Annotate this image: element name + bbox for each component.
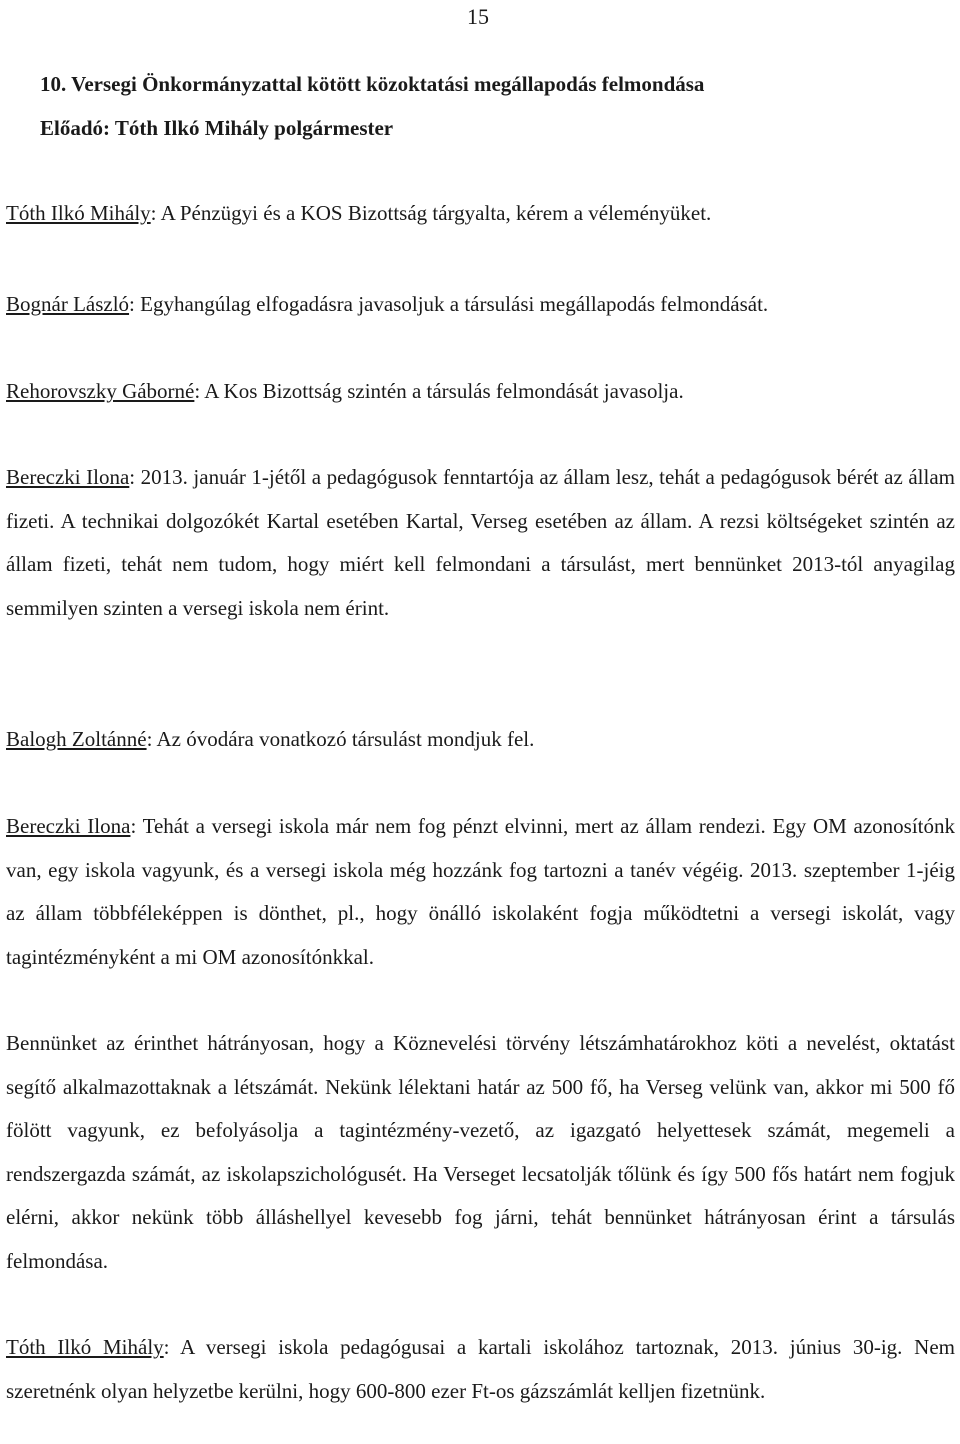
paragraph-2 xyxy=(6,283,955,327)
speaker-name: Tóth Ilkó Mihály xyxy=(6,201,151,225)
paragraph-3 xyxy=(6,370,955,414)
paragraph-text: : A versegi iskola pedagógusai a kartali iskolához tartoznak, 2013. június 30-ig. Nem szeretnénk olyan helyzetbe kerülni, hogy 600-800 ezer Ft-os gázszámlát kelljen fizetnünk. xyxy=(6,1335,956,1403)
agenda-title: 10. Versegi Önkormányzattal kötött közoktatási megállapodás felmondása xyxy=(40,72,705,96)
paragraph-text: : A Kos Bizottság szintén a társulás felmondását javasolja. xyxy=(194,379,684,403)
paragraph-text: : Egyhangúlag elfogadásra javasoljuk a társulási megállapodás felmondását. xyxy=(129,292,769,316)
paragraph-text: : A Pénzügyi és a KOS Bizottság tárgyalta, kérem a véleményüket. xyxy=(150,201,712,225)
paragraph-7 xyxy=(6,1022,955,1283)
paragraph-text: : Tehát a versegi iskola már nem fog pénzt elvinni, mert az állam rendezi. Egy OM azonosítónk van, egy iskola vagyunk, és a versegi iskola még hozzánk fog tartozni a tanév végéig. 2013. szeptember 1-jéig az állam többféleképpen is dönthet, pl., hogy önálló iskolaként fogja működtetni a versegi iskolát, vagy tagintézményként a mi OM azonosítónkkal. xyxy=(6,814,955,969)
speaker-name: Balogh Zoltánné xyxy=(6,727,147,751)
paragraph-8 xyxy=(6,1326,955,1413)
speaker-name: Bereczki Ilona xyxy=(6,465,130,489)
paragraph-text: : 2013. január 1-jétől a pedagógusok fenntartója az állam lesz, tehát a pedagógusok bérét az állam fizeti. A technikai dolgozókét Kartal esetében Kartal, Verseg esetében az állam. A rezsi költségeket szintén az állam fizeti, tehát nem tudom, hogy miért kell felmondani a társulást, mert bennünket 2013-tól anyagilag semmilyen szinten a versegi iskola nem érint. xyxy=(6,465,955,620)
paragraph-1 xyxy=(6,192,955,236)
paragraph-4 xyxy=(6,456,955,630)
speaker-name: Bereczki Ilona xyxy=(6,814,131,838)
paragraph-6 xyxy=(6,805,955,979)
agenda-presenter: Előadó: Tóth Ilkó Mihály polgármester xyxy=(40,116,394,140)
speaker-name: Bognár László xyxy=(6,292,130,316)
speaker-name: Rehorovszky Gáborné xyxy=(6,379,195,403)
page-number: 15 xyxy=(467,4,489,29)
paragraph-5 xyxy=(6,718,955,762)
speaker-name: Tóth Ilkó Mihály xyxy=(6,1335,164,1359)
paragraph-text: Bennünket az érinthet hátrányosan, hogy a Köznevelési törvény létszámhatárokhoz köti a nevelést, oktatást segítő alkalmazottaknak a létszámát. Nekünk lélektani határ az 500 fő, ha Verseg velünk van, akkor mi 500 fő fölött vagyunk, ez befolyásolja a tagintézmény-vezető, az igazgató helyettesek számát, megemeli a rendszergazda számát, az iskolapszichológusét. Ha Verseget lecsatolják tőlünk és így 500 fős határt nem fogjuk elérni, akkor nekünk több álláshellyel kevesebb fog járni, tehát bennünket hátrányosan érint a társulás felmondása. xyxy=(6,1031,955,1273)
paragraph-text: : Az óvodára vonatkozó társulást mondjuk fel. xyxy=(146,727,535,751)
